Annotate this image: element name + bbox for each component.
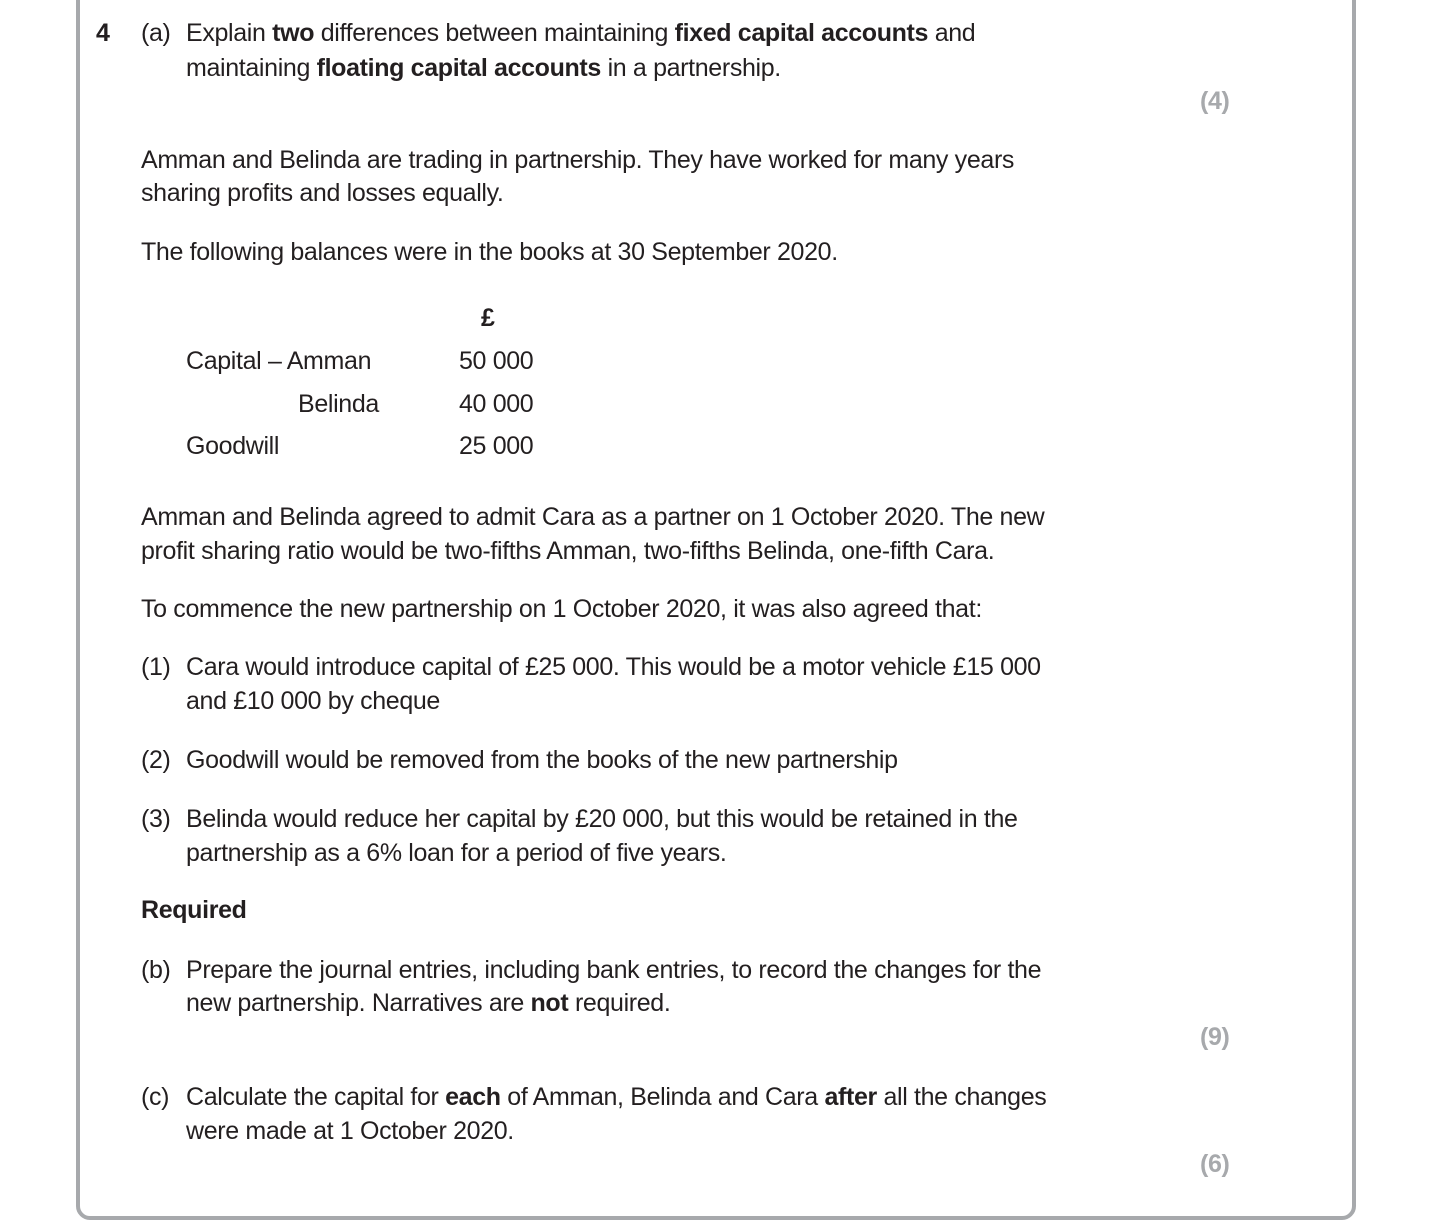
text: new partnership. Narratives are [186,989,531,1017]
text: differences between maintaining [314,19,675,47]
admission-line-2: profit sharing ratio would be two-fifths Amman, two-fifths Belinda, one-fifth Cara. [141,537,995,565]
part-c-line-1 [186,1082,1046,1112]
condition-2-label: (2) [141,746,171,774]
balance-label-goodwill: Goodwill [186,432,280,460]
condition-3-line-2: partnership as a 6% loan for a period of five years. [186,839,727,867]
part-a-line-1 [186,18,975,48]
part-b-line-1: Prepare the journal entries, including bank entries, to record the changes for the [186,956,1042,984]
part-c-line-2: were made at 1 October 2020. [186,1117,514,1145]
text: Explain [186,19,273,47]
text: and [928,19,976,47]
emphasis: two [272,19,315,47]
balance-label-belinda: Belinda [298,390,379,418]
part-a-label: (a) [141,19,171,47]
condition-3-label: (3) [141,805,171,833]
balance-value-goodwill: 25 000 [459,432,534,460]
condition-1-line-2: and £10 000 by cheque [186,687,440,715]
part-c-label: (c) [141,1083,170,1111]
text: required. [568,989,671,1017]
balance-value-belinda: 40 000 [459,390,534,418]
currency-header: £ [481,304,495,332]
text: all the changes [876,1083,1047,1111]
condition-1-line-1: Cara would introduce capital of £25 000. This would be a motor vehicle £15 000 [186,653,1041,681]
required-heading: Required [141,896,247,924]
text: Calculate the capital for [186,1083,446,1111]
emphasis: not [530,989,569,1017]
intro-line-1: Amman and Belinda are trading in partnership. They have worked for many years [141,146,1015,174]
condition-1-label: (1) [141,653,171,681]
part-b-marks: (9) [1200,1023,1230,1051]
emphasis: fixed capital accounts [674,19,929,47]
emphasis: floating capital accounts [316,54,601,82]
text: maintaining [186,54,317,82]
admission-line-3: To commence the new partnership on 1 October 2020, it was also agreed that: [141,595,982,623]
intro-line-3: The following balances were in the books at 30 September 2020. [141,238,838,266]
condition-3-line-1: Belinda would reduce her capital by £20 000, but this would be retained in the [186,805,1018,833]
question-number: 4 [96,19,110,47]
part-a-line-2 [186,53,781,83]
admission-line-1: Amman and Belinda agreed to admit Cara as a partner on 1 October 2020. The new [141,503,1045,531]
emphasis: after [824,1083,877,1111]
part-b-line-2 [186,988,670,1018]
balance-label-capital-amman: Capital – Amman [186,347,372,375]
part-a-marks: (4) [1200,87,1230,115]
text: of Amman, Belinda and Cara [500,1083,825,1111]
part-c-marks: (6) [1200,1150,1230,1178]
text: in a partnership. [600,54,781,82]
balance-value-capital-amman: 50 000 [459,347,534,375]
condition-2-line-1: Goodwill would be removed from the books of the new partnership [186,746,898,774]
intro-line-2: sharing profits and losses equally. [141,179,504,207]
part-b-label: (b) [141,956,171,984]
emphasis: each [445,1083,501,1111]
